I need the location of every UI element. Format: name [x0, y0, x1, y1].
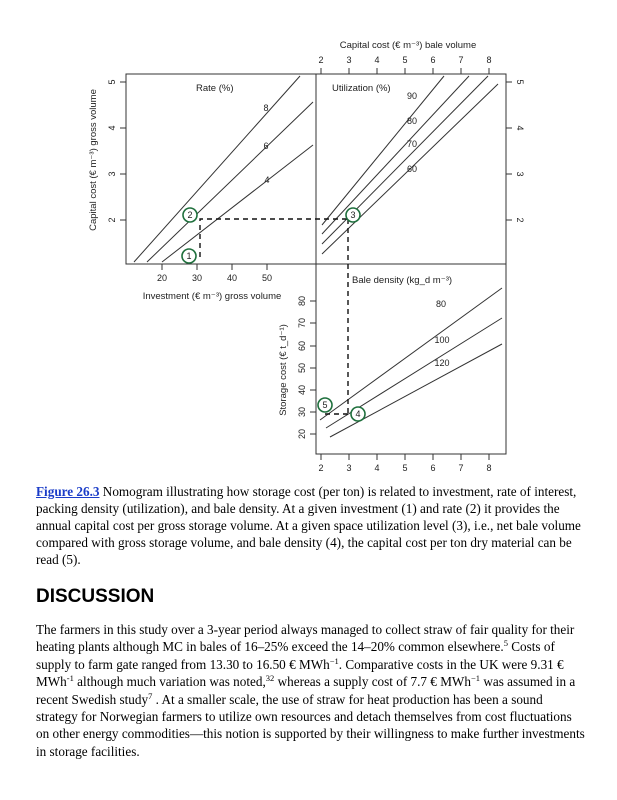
reference-superscript[interactable]: 5 [503, 638, 508, 649]
top-axis-ticks [321, 68, 489, 74]
investment-tick-label: 50 [261, 273, 273, 283]
utilization-curve-label: 60 [406, 164, 418, 174]
paragraph-text: was assumed in a recent Swedish study [36, 674, 576, 707]
storage-axis-label: Storage cost (€ t_d⁻¹) [278, 324, 289, 416]
bottom-tick-label: 7 [458, 463, 464, 473]
rate-curve [134, 76, 300, 262]
top-tick-label: 2 [318, 55, 324, 65]
bottom-tick-label: 6 [430, 463, 436, 473]
reference-superscript[interactable]: 32 [265, 673, 275, 684]
density-curve-label: 80 [435, 299, 447, 309]
marker-label: 3 [350, 210, 356, 220]
rate-curve [162, 145, 313, 262]
discussion-paragraph [36, 621, 586, 760]
right-tick-label: 3 [515, 171, 525, 177]
investment-tick-label: 40 [226, 273, 238, 283]
storage-tick-label: 50 [297, 362, 307, 374]
rate-curves [134, 76, 313, 262]
rate-panel-title: Rate (%) [196, 83, 234, 94]
unit-exponent: -1 [66, 673, 74, 684]
bottom-tick-label: 2 [318, 463, 324, 473]
marker-2 [183, 208, 197, 222]
density-curve [330, 344, 502, 437]
bottom-tick-label: 3 [346, 463, 352, 473]
reference-superscript[interactable]: 7 [148, 690, 153, 701]
left-tick-label: 4 [107, 125, 117, 131]
bottom-tick-label: 5 [402, 463, 408, 473]
utilization-panel-title: Utilization (%) [332, 83, 391, 94]
utilization-curve-label: 90 [406, 91, 418, 101]
figure-link[interactable]: Figure 26.3 [36, 484, 100, 499]
marker-label: 4 [355, 409, 361, 419]
utilization-curve-label: 80 [406, 116, 418, 126]
rate-curve [147, 102, 313, 262]
right-axis-ticks [506, 82, 512, 220]
unit-exponent: −1 [470, 673, 481, 684]
marker-5 [318, 398, 332, 412]
panel-rate-frame [126, 74, 316, 264]
bottom-axis-ticks [321, 454, 489, 460]
paragraph-text: although much variation was noted, [73, 674, 266, 690]
storage-tick-label: 60 [297, 340, 307, 352]
right-tick-label: 4 [515, 125, 525, 131]
rate-curve-label: 4 [264, 175, 270, 185]
storage-tick-label: 20 [297, 428, 307, 440]
investment-axis-ticks [162, 264, 267, 270]
paragraph-text: The farmers in this study over a 3-year period always managed to collect straw of fair quality for their heating plants although MC in bales of 16–25% exceed the 14–20% common elsewhere. [36, 622, 575, 655]
left-tick-label: 3 [107, 171, 117, 177]
marker-label: 2 [187, 210, 193, 220]
utilization-curve-label: 70 [406, 139, 418, 149]
top-tick-label: 8 [486, 55, 492, 65]
utilization-curve [322, 76, 469, 234]
rate-curve-label: 6 [263, 141, 269, 151]
storage-tick-label: 80 [297, 295, 307, 307]
density-curve-label: 100 [434, 335, 450, 345]
marker-4 [351, 407, 365, 421]
storage-tick-label: 30 [297, 406, 307, 418]
investment-tick-label: 20 [156, 273, 168, 283]
unit-exponent: −1 [329, 655, 339, 666]
paragraph-text: whereas a supply cost of 7.7 € MWh [274, 674, 471, 690]
section-heading: DISCUSSION [36, 586, 155, 607]
caption-text: Nomogram illustrating how storage cost (per ton) is related to investment, rate of interest, packing density (utilization), and bale density. At a given investment (1) and rate (2) it provides the annual capital cost per gross storage volume. At a given space utilization level (3), i.e., net bale volume compared with gross storage volume, and bale density (4), the capital cost per ton dry material can be read (5). [36, 484, 581, 567]
paragraph-text: Costs of supply to farm gate ranged from 13.30 to 16.50 € MWh [36, 639, 555, 672]
investment-axis-label: Investment (€ m⁻³) gross volume [142, 291, 282, 302]
left-axis-label: Capital cost (€ m⁻³) gross volume [88, 89, 99, 231]
top-tick-label: 7 [458, 55, 464, 65]
bottom-tick-label: 8 [486, 463, 492, 473]
storage-tick-label: 40 [297, 384, 307, 396]
top-axis-label: Capital cost (€ m⁻³) bale volume [339, 40, 477, 51]
right-tick-label: 5 [515, 79, 525, 85]
top-tick-label: 5 [402, 55, 408, 65]
storage-axis-ticks [310, 301, 316, 434]
marker-1 [182, 249, 196, 263]
figure-caption [36, 483, 584, 568]
top-tick-label: 3 [346, 55, 352, 65]
left-tick-label: 5 [107, 79, 117, 85]
left-tick-label: 2 [107, 217, 117, 223]
paragraph-text: . At a smaller scale, the use of straw for heat production has been a sound strategy for Norwegian farmers to utilize own resources and detach themselves from cost fluctuations on other energy commodities—this notion is supported by their willingness to make further investments in storage facilities. [36, 691, 585, 759]
marker-label: 1 [186, 251, 192, 261]
density-panel-title: Bale density (kg_d m⁻³) [352, 275, 453, 286]
storage-tick-label: 70 [297, 317, 307, 329]
paragraph-text: . Comparative costs in the UK were 9.31 € MWh [36, 656, 564, 690]
density-curve-label: 120 [434, 358, 450, 368]
investment-tick-label: 30 [191, 273, 203, 283]
marker-3 [346, 208, 360, 222]
utilization-curve [322, 76, 444, 225]
marker-label: 5 [322, 400, 328, 410]
panel-density-frame [316, 264, 506, 454]
left-axis-ticks [120, 82, 126, 220]
top-tick-label: 6 [430, 55, 436, 65]
rate-curve-label: 8 [263, 103, 269, 113]
right-tick-label: 2 [515, 217, 525, 223]
bottom-tick-label: 4 [374, 463, 380, 473]
top-tick-label: 4 [374, 55, 380, 65]
